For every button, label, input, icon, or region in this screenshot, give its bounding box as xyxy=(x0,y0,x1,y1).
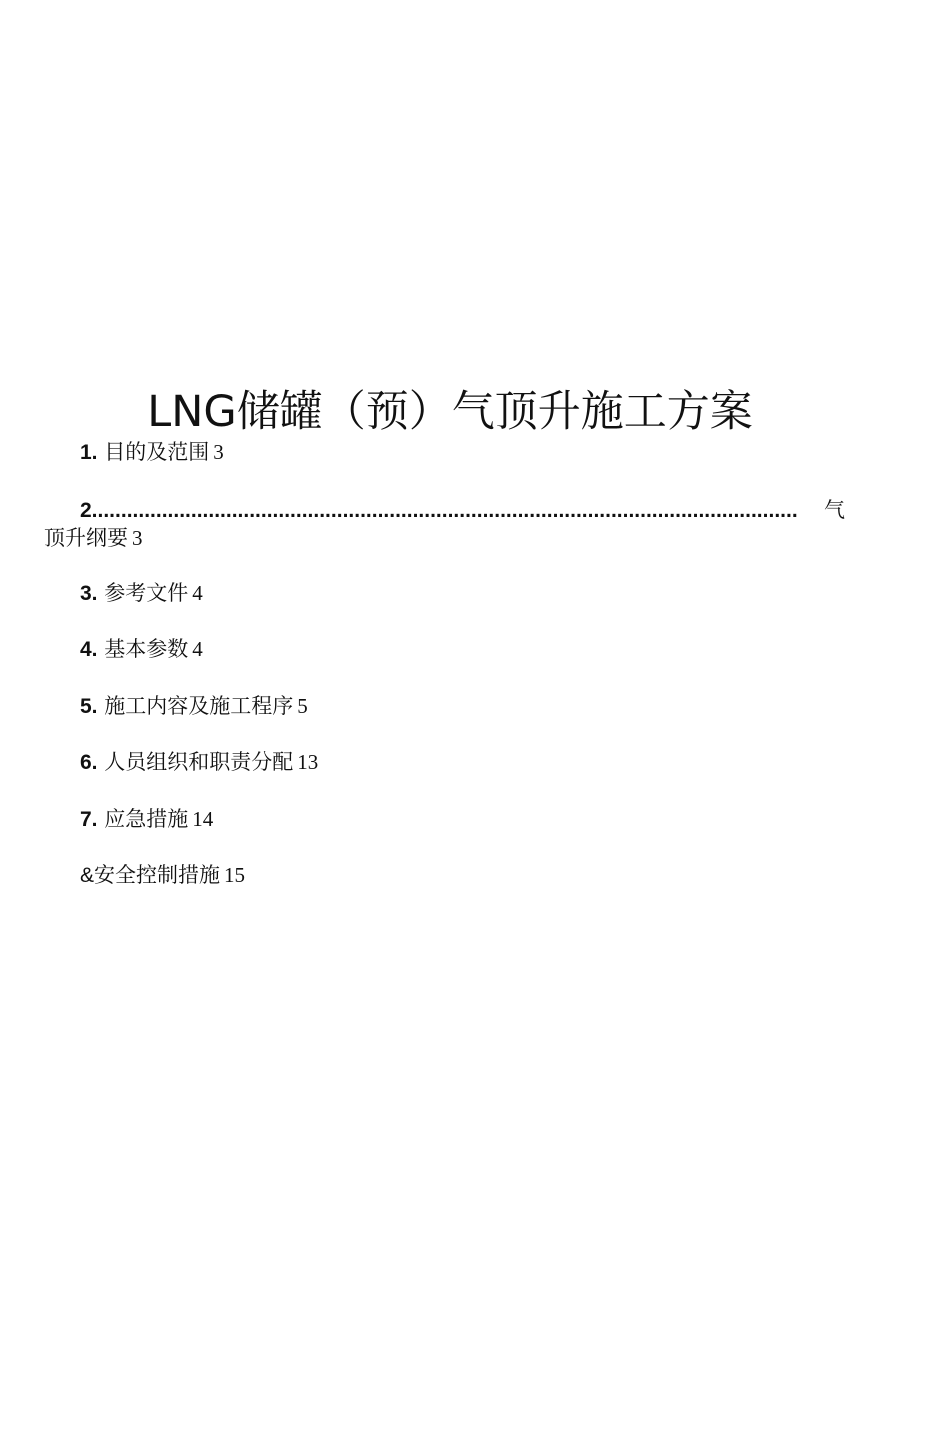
toc-entry-2[interactable] xyxy=(80,495,845,525)
toc-entry-2-continuation[interactable] xyxy=(44,523,143,553)
toc-entry-number: 2. xyxy=(80,499,98,522)
document-title: LNG储罐（预）气顶升施工方案 xyxy=(147,387,753,437)
toc-entry-page: 3 xyxy=(213,440,224,464)
toc-leader-dots: ........................................................................................................................ xyxy=(97,499,798,522)
toc-entry-6[interactable] xyxy=(80,747,318,778)
toc-entry-7[interactable] xyxy=(80,804,213,835)
toc-entry-text-continued: 顶升纲要 xyxy=(44,526,128,550)
toc-entry-number: 1. xyxy=(80,441,98,464)
toc-entry-number: 3. xyxy=(80,582,98,605)
toc-entry-8[interactable] xyxy=(80,860,245,891)
toc-entry-number: & xyxy=(80,864,95,887)
toc-entry-text: 目的及范围 xyxy=(104,440,210,464)
toc-entry-page: 4 xyxy=(192,581,203,605)
toc-entry-page: 13 xyxy=(297,750,319,774)
toc-entry-number: 7. xyxy=(80,808,98,831)
toc-entry-text: 施工内容及施工程序 xyxy=(104,694,294,718)
toc-entry-text: 基本参数 xyxy=(104,637,189,661)
toc-entry-5[interactable] xyxy=(80,691,308,722)
toc-entry-text: 人员组织和职责分配 xyxy=(104,750,294,774)
toc-entry-text: 应急措施 xyxy=(104,807,189,831)
toc-entry-3[interactable] xyxy=(80,578,203,609)
toc-entry-number: 6. xyxy=(80,751,98,774)
toc-entry-number: 4. xyxy=(80,638,98,661)
toc-entry-text: 安全控制措施 xyxy=(94,863,221,887)
toc-entry-page: 3 xyxy=(132,526,143,550)
toc-entry-text: 参考文件 xyxy=(104,581,189,605)
toc-entry-1[interactable] xyxy=(80,437,224,468)
toc-entry-page: 14 xyxy=(192,807,214,831)
toc-entry-4[interactable] xyxy=(80,634,203,665)
toc-entry-number: 5. xyxy=(80,695,98,718)
toc-entry-page: 4 xyxy=(192,637,203,661)
toc-entry-text-start: 气 xyxy=(824,498,845,522)
toc-entry-page: 5 xyxy=(297,694,308,718)
toc-entry-page: 15 xyxy=(224,863,246,887)
